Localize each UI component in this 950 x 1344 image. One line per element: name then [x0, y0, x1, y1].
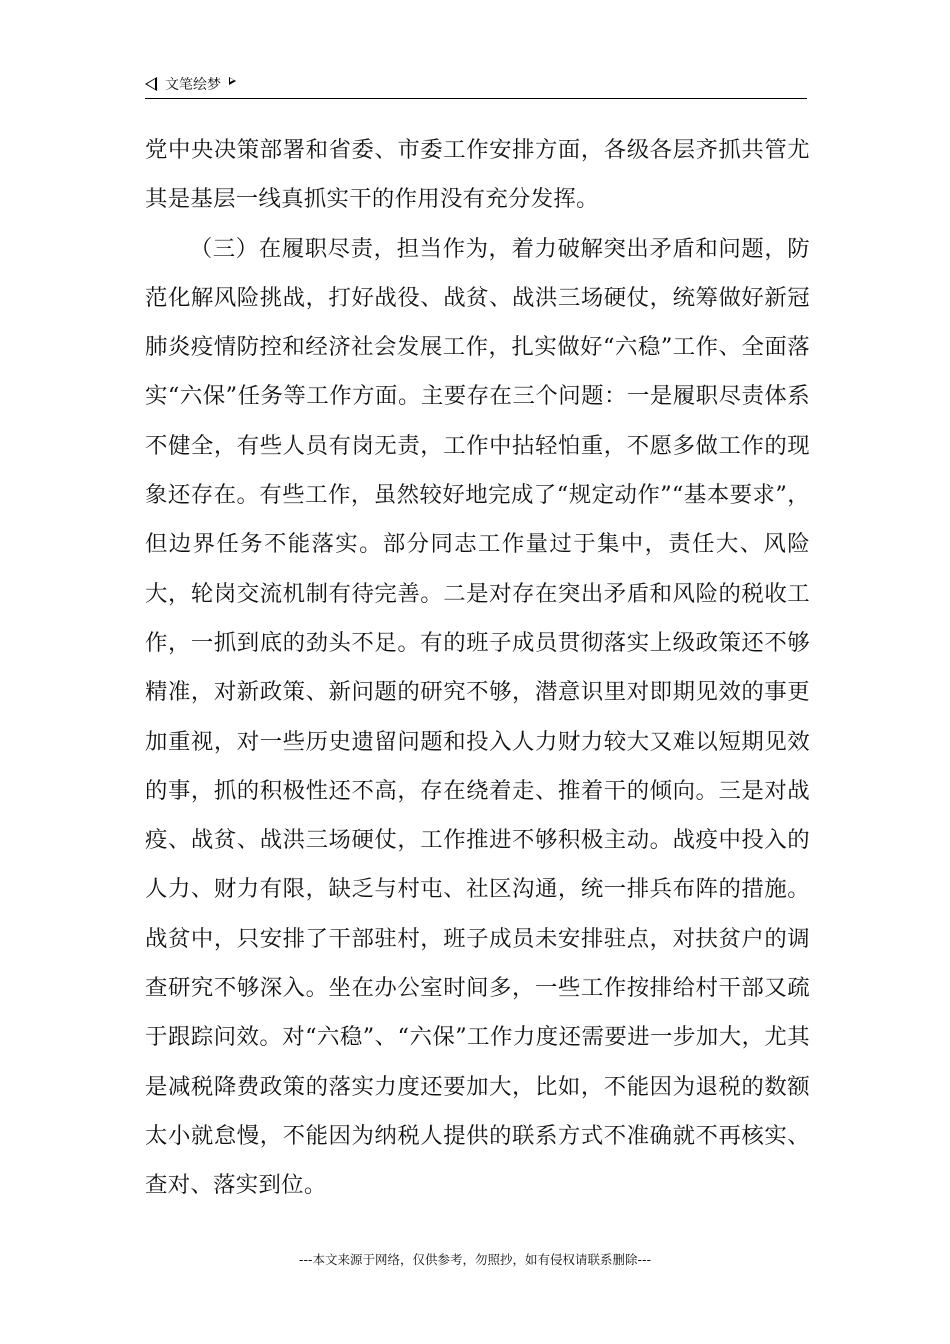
triangle-left-icon [145, 77, 157, 91]
triangle-right-icon [229, 77, 236, 85]
page-header [145, 72, 807, 99]
header-title: 文笔绘梦 [165, 77, 221, 93]
document-body [145, 126, 810, 1211]
paragraph-section-three: （三）在履职尽责，担当作为，着力破解突出矛盾和问题，防范化解风险挑战，打好战役、战贫、战洪三场硬仗，统筹做好新冠肺炎疫情防控和经济社会发展工作，扎实做好“六稳”工作、全面落实“六保”任务等工作方面。主要存在三个问题：一是履职尽责体系不健全，有些人员有岗无责，工作中拈轻怕重，不愿多做工作的现象还存在。有些工作，虽然较好地完成了“规定动作”“基本要求”，但边界任务不能落实。部分同志工作量过于集中，责任大、风险大，轮岗交流机制有待完善。二是对存在突出矛盾和风险的税收工作，一抓到底的劲头不足。有的班子成员贯彻落实上级政策还不够精准，对新政策、新问题的研究不够，潜意识里对即期见效的事更加重视，对一些历史遗留问题和投入人力财力较大又难以短期见效的事，抓的积极性还不高，存在绕着走、推着干的倾向。三是对战疫、战贫、战洪三场硬仗，工作推进不够积极主动。战疫中投入的人力、财力有限，缺乏与村屯、社区沟通，统一排兵布阵的措施。战贫中，只安排了干部驻村，班子成员未安排驻点，对扶贫户的调查研究不够深入。坐在办公室时间多，一些工作按排给村干部又疏于跟踪问效。对“六稳”、“六保”工作力度还需要进一步加大，尤其是减税降费政策的落实力度还要加大，比如，不能因为退税的数额太小就怠慢，不能因为纳税人提供的联系方式不准确就不再核实、查对、落实到位。 [145, 235, 810, 1199]
footer-disclaimer: ---本文来源于网络，仅供参考，勿照抄，如有侵权请联系删除--- [298, 1252, 652, 1267]
header-title-group [145, 74, 236, 94]
paragraph-continuation: 党中央决策部署和省委、市委工作安排方面，各级各层齐抓共管尤其是基层一线真抓实干的作用没有充分发挥。 [145, 137, 810, 213]
